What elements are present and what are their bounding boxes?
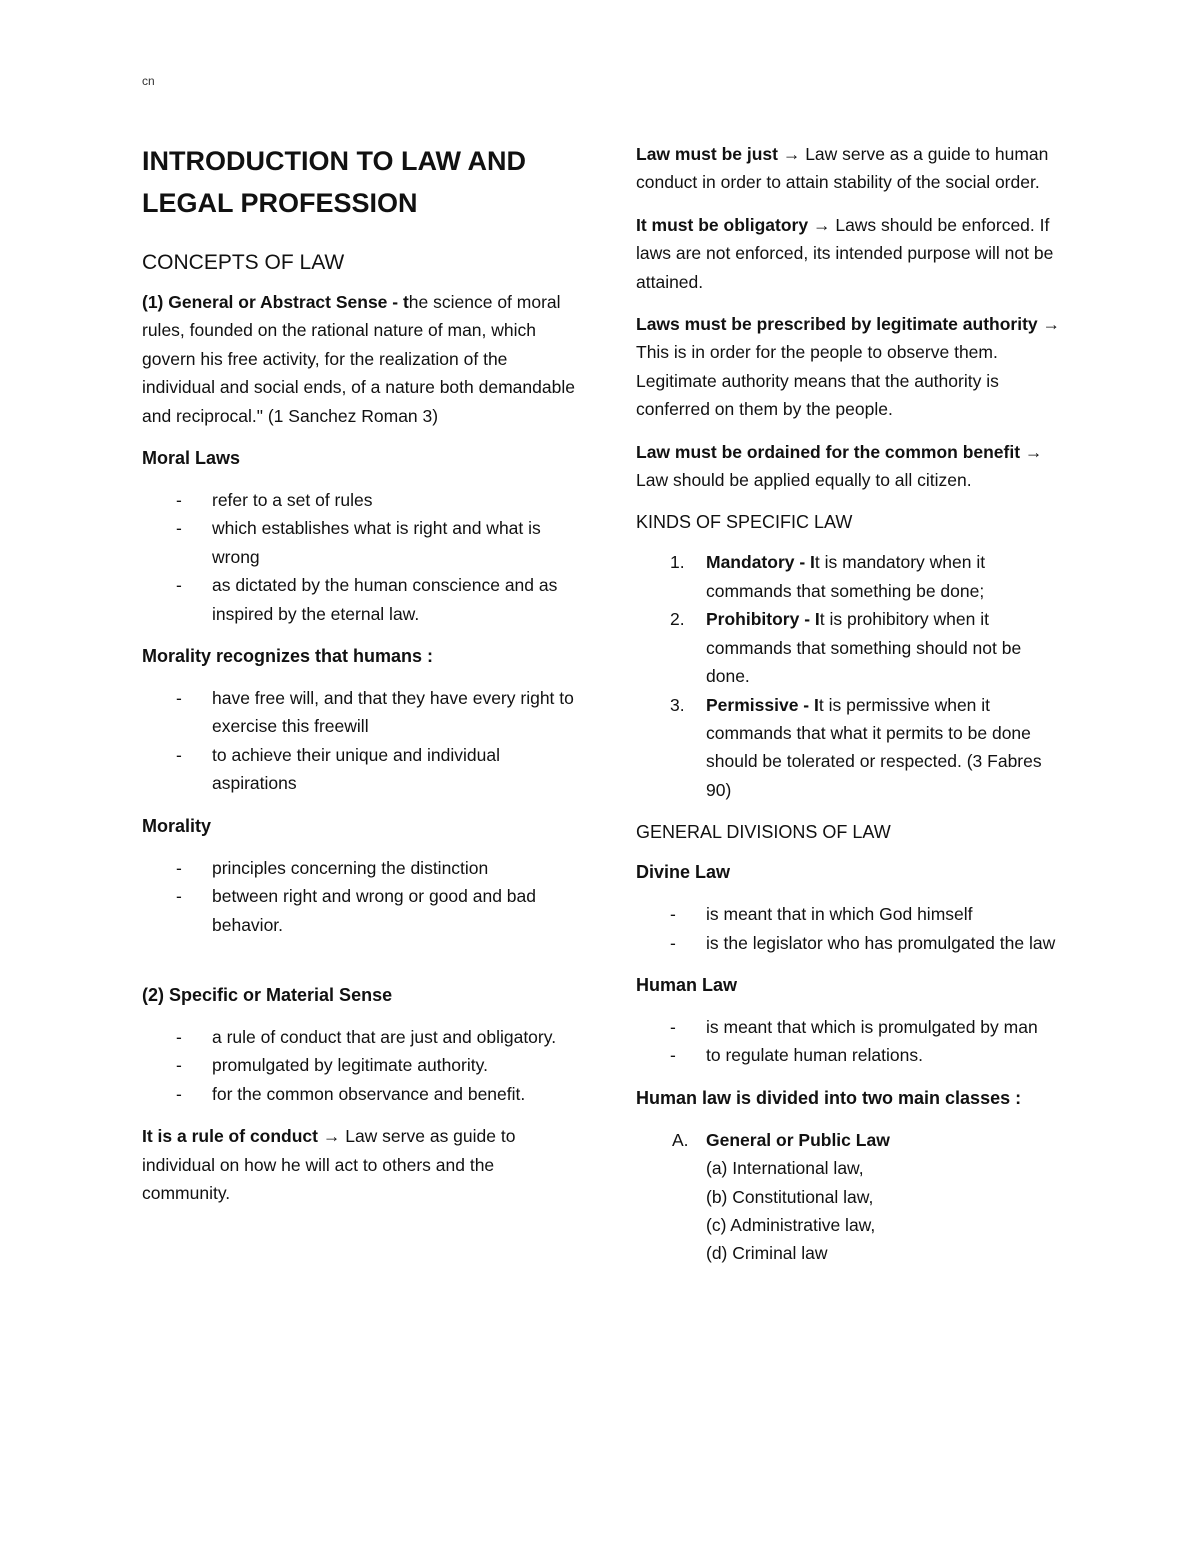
right-column (636, 140, 1066, 1268)
specific-sense-list (142, 1023, 582, 1108)
list-item (636, 548, 1066, 605)
kind-text: t is permissive when it commands that what it permits to be done should be tolerated or respected. (3 Fabres 90) (706, 694, 1042, 800)
ordained-paragraph (636, 438, 1066, 495)
concepts-heading: CONCEPTS OF LAW (142, 251, 345, 274)
list-item: - to achieve their unique and individual aspirations (142, 741, 582, 798)
general-sense-text: he science of moral rules, founded on the rational nature of man, which govern his free activity, for the realization of the individual and social ends, of a nature both demandable and reciprocal." (1 Sanchez Roman 3) (142, 292, 575, 426)
divisions-heading: GENERAL DIVISIONS OF LAW (636, 822, 891, 843)
just-paragraph (636, 140, 1066, 197)
list-item: - is meant that in which God himself (636, 900, 1066, 928)
general-sense-paragraph (142, 288, 582, 430)
list-item: - refer to a set of rules (142, 486, 582, 514)
obligatory-label: It must be obligatory → (636, 214, 831, 235)
prescribed-label: Laws must be prescribed by legitimate authority → (636, 314, 1060, 335)
class-letter: A. (672, 1129, 689, 1150)
list-item: - to regulate human relations. (636, 1041, 1066, 1069)
kind-text: t is prohibitory when it commands that something should not be done. (706, 609, 1022, 687)
human-law-heading: Human Law (636, 974, 738, 995)
morality-heading: Morality (142, 815, 212, 836)
list-item: - is the legislator who has promulgated the law (636, 929, 1066, 957)
list-item: - which establishes what is right and what is wrong (142, 514, 582, 571)
left-column (142, 140, 582, 1221)
ordained-label: Law must be ordained for the common benefit → (636, 441, 1043, 462)
obligatory-text: Laws should be enforced. If laws are not enforced, its intended purpose will not be attained. (636, 214, 1054, 292)
list-item: (c) Administrative law, (706, 1214, 876, 1235)
rule-of-conduct-paragraph (142, 1122, 582, 1207)
morality-list (142, 854, 582, 939)
classes-list (636, 1126, 1066, 1154)
moral-laws-heading: Moral Laws (142, 448, 241, 469)
list-number: 3. (670, 694, 685, 715)
kinds-heading: KINDS OF SPECIFIC LAW (636, 512, 853, 533)
rule-of-conduct-text: Law serve as guide to individual on how he will act to others and the community. (142, 1126, 516, 1203)
prescribed-text: This is in order for the people to observe them. Legitimate authority means that the authority is conferred on them by the people. (636, 342, 999, 420)
just-text: Law serve as a guide to human conduct in order to attain stability of the social order. (636, 144, 1049, 193)
list-item: - as dictated by the human conscience and as inspired by the eternal law. (142, 571, 582, 628)
prescribed-paragraph (636, 310, 1066, 424)
list-number: 1. (670, 552, 685, 573)
kind-label: Prohibitory - I (706, 609, 820, 630)
classes-heading: Human law is divided into two main classes : (636, 1087, 1022, 1108)
obligatory-paragraph (636, 211, 1066, 296)
list-item: (d) Criminal law (706, 1243, 828, 1264)
list-item: - for the common observance and benefit. (142, 1080, 582, 1108)
moral-laws-list (142, 486, 582, 628)
specific-sense-heading: (2) Specific or Material Sense (142, 984, 393, 1005)
list-item (636, 605, 1066, 690)
class-label: General or Public Law (706, 1129, 890, 1150)
spacer (142, 953, 582, 981)
divine-law-list (636, 900, 1066, 957)
list-item: - is meant that which is promulgated by man (636, 1013, 1066, 1041)
general-sense-label: (1) General or Abstract Sense - t (142, 292, 409, 312)
kind-text: t is mandatory when it commands that something be done; (706, 552, 986, 601)
divine-law-heading: Divine Law (636, 862, 731, 883)
rule-of-conduct-label: It is a rule of conduct → (142, 1126, 341, 1147)
header-mark: cn (142, 74, 155, 88)
list-item (636, 1126, 1066, 1154)
human-law-list (636, 1013, 1066, 1070)
list-item: (b) Constitutional law, (706, 1186, 874, 1207)
list-item: (a) International law, (706, 1158, 864, 1179)
class-a-sublist (636, 1154, 1066, 1268)
ordained-text: Law should be applied equally to all citizen. (636, 470, 972, 491)
just-label: Law must be just → (636, 144, 801, 164)
document-title: INTRODUCTION TO LAW AND LEGAL PROFESSION (142, 146, 526, 218)
list-item: - promulgated by legitimate authority. (142, 1051, 582, 1079)
morality-recognizes-list (142, 684, 582, 798)
list-item: - between right and wrong or good and bad behavior. (142, 882, 582, 939)
list-item: - principles concerning the distinction (142, 854, 582, 882)
list-item: - a rule of conduct that are just and obligatory. (142, 1023, 582, 1051)
kind-label: Permissive - I (706, 694, 819, 715)
list-item (636, 691, 1066, 805)
kinds-list (636, 548, 1066, 804)
kind-label: Mandatory - I (706, 552, 815, 573)
list-number: 2. (670, 609, 685, 630)
morality-recognizes-heading: Morality recognizes that humans : (142, 646, 434, 667)
list-item: - have free will, and that they have every right to exercise this freewill (142, 684, 582, 741)
